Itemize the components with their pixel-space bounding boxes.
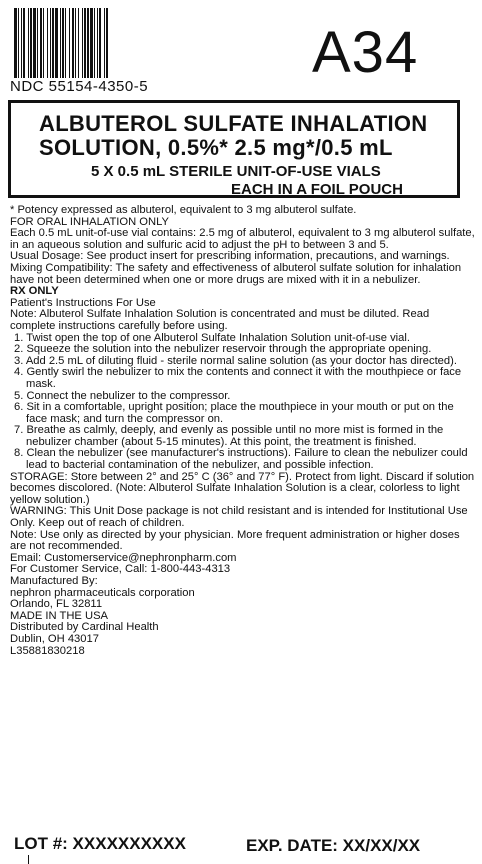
distributor-city: Dublin, OH 43017	[10, 632, 99, 645]
product-code: A34	[312, 20, 419, 85]
expiration-date: EXP. DATE: XX/XX/XX	[246, 836, 421, 855]
package-description-line2: EACH IN A FOIL POUCH	[231, 181, 403, 198]
customer-service-phone: For Customer Service, Call: 1-800-443-4313	[10, 563, 231, 576]
manufacturer-city: Orlando, FL 32811	[10, 598, 103, 611]
rx-only: RX ONLY	[10, 285, 59, 298]
instruction-step: 2. Squeeze the solution into the nebulizer reservoir through the appropriate opening.	[14, 343, 432, 356]
usage-note: Note: Use only as directed by your physician. More frequent administration or higher doses are not recommended.	[10, 528, 460, 553]
composition: Each 0.5 mL unit-of-use vial contains: 2.5 mg of albuterol, equivalent to 3 mg albuterol sulfate, in an aqueous solution and sulfuric acid to adjust the pH to between 3 and 5.	[10, 227, 475, 251]
route-statement: FOR ORAL INHALATION ONLY	[10, 215, 169, 228]
manufacturer-name: nephron pharmaceuticals corporation	[10, 586, 195, 599]
instruction-step: 7. Breathe as calmly, deeply, and evenly as possible until no more mist is formed in the nebulizer chamber (about 5-15 minutes). At this point, the treatment is finished.	[14, 424, 444, 448]
contact-email: Email: Customerservice@nephronpharm.com	[10, 551, 237, 564]
potency-note: * Potency expressed as albuterol, equivalent to 3 mg albuterol sulfate.	[10, 204, 357, 216]
item-code: L35881830218	[10, 644, 85, 657]
instruction-step: 1. Twist open the top of one Albuterol Sulfate Inhalation Solution unit-of-use vial.	[14, 331, 410, 344]
manufactured-by-label: Manufactured By:	[10, 575, 98, 587]
package-description-line1: 5 X 0.5 mL STERILE UNIT-OF-USE VIALS	[91, 163, 381, 180]
barcode	[14, 8, 182, 78]
usual-dosage: Usual Dosage: See product insert for prescribing information, precautions, and warnings.	[10, 250, 450, 263]
title-box	[8, 100, 460, 198]
storage-instructions: STORAGE: Store between 2° and 25° C (36° and 77° F). Protect from light. Discard if solution becomes discolored. (Note: Albuterol Sulfate Inhalation Solution is a clear, colorless to light yellow solution.)	[10, 470, 475, 506]
product-title-line2: SOLUTION, 0.5%* 2.5 mg*/0.5 mL	[39, 135, 393, 160]
instruction-step: 6. Sit in a comfortable, upright position; place the mouthpiece in your mouth or put on the face mask; and turn the compressor on.	[14, 401, 454, 425]
cut-mark	[28, 855, 29, 864]
instruction-step: 3. Add 2.5 mL of diluting fluid - sterile normal saline solution (as your doctor has directed).	[14, 354, 457, 367]
instruction-step: 8. Clean the nebulizer (see manufacturer's instructions). Failure to clean the nebulizer could lead to bacterial contamination of the nebulizer, and possible infection.	[14, 447, 468, 472]
warning-statement: WARNING: This Unit Dose package is not child resistant and is intended for Institutional Use Only. Keep out of reach of children.	[10, 505, 468, 530]
product-title-line1: ALBUTEROL SULFATE INHALATION	[39, 111, 428, 136]
patient-instructions-heading: Patient's Instructions For Use	[10, 296, 156, 309]
country-of-origin: MADE IN THE USA	[10, 609, 109, 622]
instruction-step: 4. Gently swirl the nebulizer to mix the contents and connect it with the mouthpiece or face mask.	[14, 366, 462, 390]
instruction-step: 5. Connect the nebulizer to the compressor.	[14, 389, 231, 402]
mixing-compatibility: Mixing Compatibility: The safety and effectiveness of albuterol sulfate solution for inhalation have not been determined when one or more drugs are mixed with it in a nebulizer.	[10, 261, 462, 286]
label-body	[10, 205, 476, 657]
ndc-number: NDC 55154-4350-5	[10, 78, 149, 95]
dilution-note: Note: Albuterol Sulfate Inhalation Solution is concentrated and must be diluted. Read complete instructions carefully before using.	[10, 308, 430, 332]
distributor-name: Distributed by Cardinal Health	[10, 621, 159, 634]
lot-number: LOT #: XXXXXXXXXX	[14, 834, 186, 853]
